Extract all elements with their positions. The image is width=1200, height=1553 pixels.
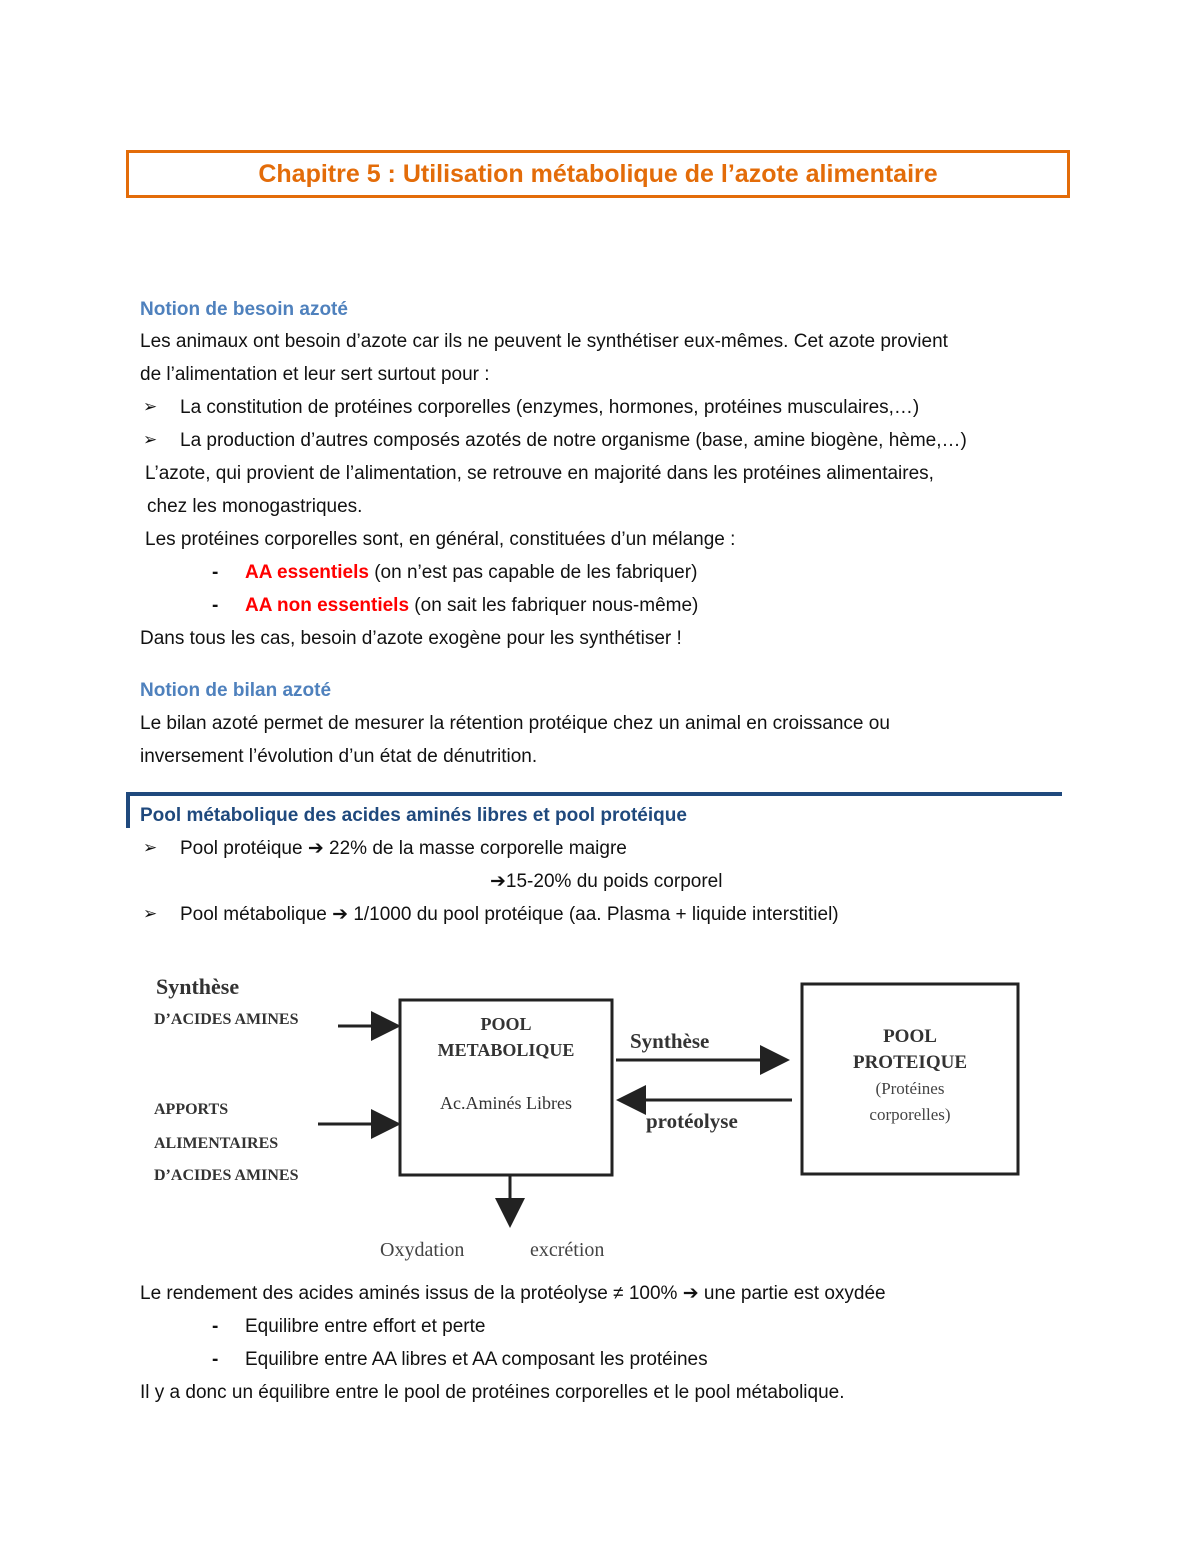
list-item-text: (on sait les fabriquer nous-même) [409, 595, 699, 616]
paragraph-line: inversement l’évolution d’un état de dénutrition. [140, 746, 538, 767]
bullet-continuation [490, 871, 722, 893]
input-synthese-label: Synthèse [156, 974, 240, 999]
section-rule [126, 792, 1062, 796]
box1-line3: Ac.Aminés Libres [440, 1093, 572, 1113]
bullet-item: La constitution de protéines corporelles (enzymes, hormones, protéines musculaires,…) [180, 397, 920, 418]
paragraph-line: de l’alimentation et leur sert surtout pour : [140, 364, 490, 385]
dash-bullet: - [212, 1316, 219, 1337]
text-part: une partie est oxydée [698, 1283, 886, 1304]
text-part: Le rendement des acides aminés issus de la protéolyse ≠ 100% [140, 1283, 683, 1304]
bullet-item: La production d’autres composés azotés de notre organisme (base, amine biogène, hème,…) [180, 430, 967, 451]
input-apports-line2: ALIMENTAIRES [154, 1135, 279, 1152]
red-term: AA essentiels [245, 562, 369, 583]
list-item: Equilibre entre AA libres et AA composant les protéines [245, 1349, 708, 1370]
paragraph-line: Le bilan azoté permet de mesurer la rétention protéique chez un animal en croissance ou [140, 713, 890, 734]
section-rule-vertical [126, 792, 130, 828]
arrow-bullet-icon: ➢ [143, 397, 158, 416]
section-heading-bilan: Notion de bilan azoté [140, 680, 332, 701]
arrow-synthese-label: Synthèse [630, 1029, 710, 1053]
bold-arrow-icon: ➔ [332, 904, 349, 925]
section-heading-besoin: Notion de besoin azoté [140, 299, 348, 320]
pool-flow-diagram [140, 960, 1040, 1270]
box2-line4: corporelles) [869, 1105, 951, 1124]
bullet-label: Pool métabolique [180, 904, 327, 925]
arrow-bullet-icon: ➢ [143, 904, 158, 923]
arrow-bullet-icon: ➢ [143, 838, 158, 857]
list-item [245, 562, 697, 584]
paragraph-line [140, 1283, 886, 1305]
output-oxydation: Oxydation [380, 1239, 465, 1261]
bold-arrow-icon: ➔ [682, 1283, 699, 1304]
section-heading-pool: Pool métabolique des acides aminés libres et pool protéique [140, 805, 687, 826]
paragraph-line: Les animaux ont besoin d’azote car ils ne peuvent le synthétiser eux-mêmes. Cet azote provient [140, 331, 948, 352]
bullet-value: 1/1000 du pool protéique (aa. Plasma + liquide interstitiel) [353, 904, 839, 925]
bold-arrow-icon: ➔ [490, 871, 506, 892]
chapter-title: Chapitre 5 : Utilisation métabolique de l’azote alimentaire [258, 159, 938, 188]
bullet-item [180, 838, 627, 860]
arrow-proteolyse-label: protéolyse [646, 1109, 738, 1133]
box2-line3: (Protéines [875, 1079, 945, 1098]
input-apports-line1: APPORTS [154, 1101, 229, 1118]
paragraph-line: Les protéines corporelles sont, en général, constituées d’un mélange : [145, 529, 736, 550]
dash-bullet: - [212, 1349, 219, 1370]
paragraph-line: chez les monogastriques. [147, 496, 363, 517]
dash-bullet: - [212, 562, 219, 583]
paragraph-line: L’azote, qui provient de l’alimentation, se retrouve en majorité dans les protéines alimentaires, [145, 463, 934, 484]
conclusion-line: Il y a donc un équilibre entre le pool de protéines corporelles et le pool métabolique. [140, 1382, 845, 1403]
list-item [245, 595, 698, 617]
box2-line2: PROTEIQUE [852, 1052, 968, 1073]
bold-arrow-icon: ➔ [307, 838, 324, 859]
chapter-title-box [126, 150, 1070, 198]
box1-line1: POOL [480, 1014, 532, 1034]
bullet-value: 15-20% du poids corporel [505, 871, 723, 892]
arrow-bullet-icon: ➢ [143, 430, 158, 449]
output-excretion: excrétion [530, 1239, 605, 1261]
list-item: Equilibre entre effort et perte [245, 1316, 486, 1337]
bullet-value: 22% de la masse corporelle maigre [329, 838, 627, 859]
box1-line2: METABOLIQUE [437, 1040, 575, 1060]
bullet-item [180, 904, 839, 926]
dash-bullet: - [212, 595, 219, 616]
box2-line1: POOL [883, 1026, 937, 1047]
bullet-label: Pool protéique [180, 838, 303, 859]
red-term: AA non essentiels [245, 595, 410, 616]
paragraph-line: Dans tous les cas, besoin d’azote exogène pour les synthétiser ! [140, 628, 682, 649]
input-apports-line3: D’ACIDES AMINES [154, 1167, 299, 1184]
list-item-text: (on n’est pas capable de les fabriquer) [368, 562, 698, 583]
input-synthese-sub: D’ACIDES AMINES [154, 1011, 299, 1028]
